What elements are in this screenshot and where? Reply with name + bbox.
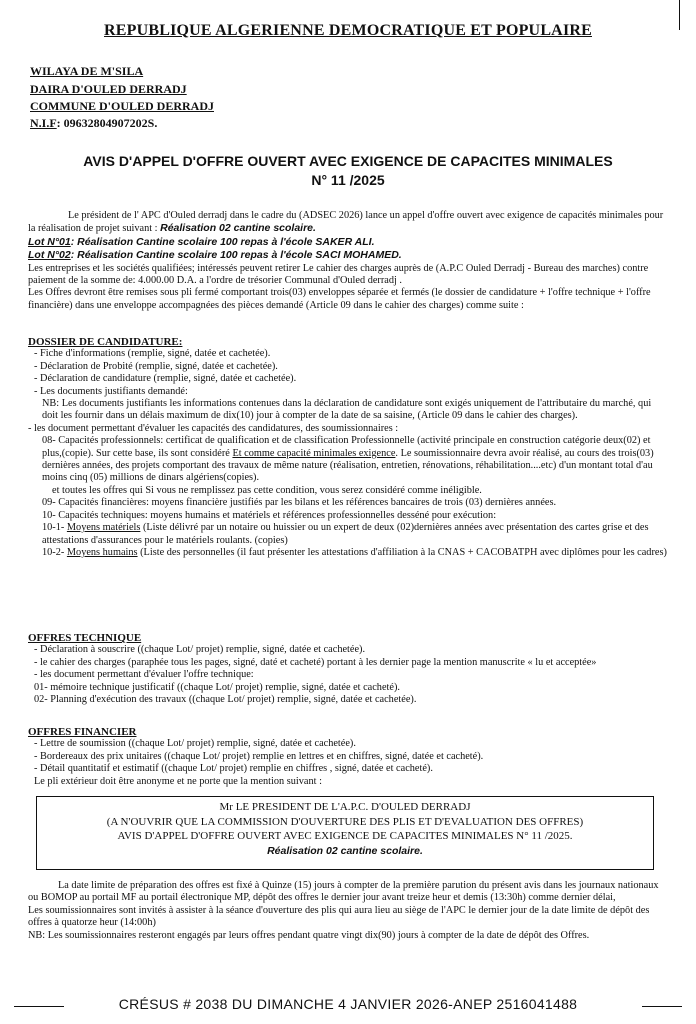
technique-item: - les document permettant d'évaluer l'offre technique:: [34, 669, 254, 681]
dossier-section: [28, 336, 668, 559]
header-commune: COMMUNE D'OULED DERRADJ: [30, 99, 214, 113]
capacity-10-1-num: 10-1-: [42, 522, 65, 534]
technique-item: - Déclaration à souscrire ((chaque Lot/ projet) remplie, signé, datée et cachetée).: [34, 644, 366, 656]
financier-item: - Détail quantitatif et estimatif ((chaque Lot/ projet) remplie en chiffres , signé, datée et cacheté).: [34, 763, 433, 775]
project-name: Réalisation 02 cantine scolaire.: [160, 222, 316, 235]
capacity-10-1: [28, 522, 668, 547]
footer-text: CRÉSUS # 2038 DU DIMANCHE 4 JANVIER 2026-ANEP 2516041488: [118, 996, 578, 1012]
dossier-item: - Déclaration de candidature (remplie, signé, datée et cachetée).: [34, 373, 297, 385]
submission-paragraph: Les Offres devront être remises sous pli fermé comportant trois(03) enveloppes séparée et fermés (le dossier de candidature + l'offre technique + l'offre financière) dans une enveloppe accompagnées des pièces demandé (Article 09 dans le cahier des charges) comme suite :: [28, 287, 651, 311]
capacity-10-1-text: (Liste délivré par un notaire ou huissier ou un expert de deux (02)dernières années avec présentation des cartes grise et des attestations d'assurances pour le matériels roulants. (copies): [42, 522, 649, 546]
intro-section: [28, 210, 668, 312]
dossier-nb: NB: Les documents justifiants les informations contenues dans la déclaration de candidature sont exigés uniquement de l'attributaire du marché, qui doit les fournir dans un délais maximum de dix(10) jour à compter de la date de sa saisine, (Article 09 dans le cahier des charges).: [42, 398, 652, 422]
technique-heading: OFFRES TECHNIQUE: [28, 632, 142, 644]
header-daira: DAIRA D'OULED DERRADJ: [30, 82, 187, 96]
header-nif: [30, 116, 157, 131]
technique-item: - le cahier des charges (paraphée tous les pages, signé, daté et cacheté) portant à les dernier page la mention manuscrite « lu et acceptée»: [34, 656, 597, 668]
intro-text: Le président de l' APC d'Ouled derradj dans le cadre du (ADSEC 2026) lance un appel d'offre ouvert avec exigence de capacités minimales pour la réalisation de projet suivant :: [28, 210, 664, 235]
intro-paragraph: [28, 210, 668, 236]
box-line-notice: AVIS D'APPEL D'OFFRE OUVERT AVEC EXIGENCE DE CAPACITES MINIMALES N° 11 /2025.: [117, 830, 573, 842]
lot-2-label: Lot N°02: [28, 249, 71, 262]
box-line-project: Réalisation 02 cantine scolaire.: [267, 844, 423, 857]
dossier-item: - Déclaration de Probité (remplie, signé, datée et cachetée).: [34, 360, 278, 372]
deadline-paragraph: La date limite de préparation des offres est fixé à Quinze (15) jours à compter de la première parution du présent avis dans les journaux nationaux ou BOMOP au portail MF au portail électronique MP, dépôt des offres le dernier jour avant treize heur et demis (13:30h) comme dernier délai,: [28, 880, 659, 904]
opening-session-paragraph: Les soumissionnaires sont invités à assister à la séance d'ouverture des plis qui aura lieu au siège de l'APC le dernier jour de la date limite de dépôt des offres à quatorze heur (14:00h): [28, 904, 650, 929]
capacity-10-2: [28, 547, 668, 559]
capacity-08: [28, 435, 668, 485]
lot-1: [28, 236, 668, 249]
capacity-10-2-text: (Liste des personnelles (il faut présenter les attestations d'affiliation à la CNAS + CACOBATPH avec diplômes pour les cadres): [140, 546, 667, 558]
notice-heading-line1: AVIS D'APPEL D'OFFRE OUVERT AVEC EXIGENCE DE CAPACITES MINIMALES: [83, 153, 613, 169]
financier-item: - Lettre de soumission ((chaque Lot/ projet) remplie, signé, datée et cachetée).: [34, 738, 356, 750]
dossier-heading: DOSSIER DE CANDIDATURE:: [28, 336, 183, 348]
box-line-commission: (A N'OUVRIR QUE LA COMMISSION D'OUVERTURE DES PLIS ET D'EVALUATION DES OFFRES): [106, 815, 584, 828]
publication-footer: [0, 996, 696, 1016]
capacity-09: 09- Capacités financières: moyens financière justifiés par les bilans et les références bancaires de trois (03) dernières années.: [42, 497, 557, 509]
capacity-10-2-label: Moyens humains: [66, 546, 138, 558]
financier-item: - Bordereaux des prix unitaires ((chaque Lot/ projet) remplie en lettres et en chiffres, signé, datée et cacheté).: [34, 750, 484, 762]
lot-1-label: Lot N°01: [28, 235, 71, 248]
validity-note: NB: Les soumissionnaires resteront engagés par leurs offres pendant quatre vingt dix(90) jours à compter de la date de dépôt des Offres.: [28, 929, 590, 941]
header-wilaya: WILAYA DE M'SILA: [30, 64, 144, 78]
capacites-intro: - les document permettant d'évaluer les capacités des candidatures, des soumissionnaires :: [28, 422, 399, 434]
capacity-10: 10- Capacités techniques: moyens humains et matériels et références professionnelles desséné pour exécution:: [42, 509, 497, 521]
envelope-instruction: Le pli extérieur doit être anonyme et ne porte que la mention suivant :: [34, 775, 322, 787]
capacity-10-1-label: Moyens matériels: [66, 522, 141, 534]
dossier-item: - Fiche d'informations (remplie, signé, datée et cachetée).: [34, 348, 271, 360]
box-line-addressee: Mr LE PRESIDENT DE L'A.P.C. D'OULED DERRADJ: [219, 801, 471, 813]
financier-heading: OFFRES FINANCIER: [28, 726, 137, 738]
envelope-label-box: [36, 796, 654, 870]
notice-number: N° 11 /2025: [311, 172, 385, 188]
document-title: REPUBLIQUE ALGERIENNE DEMOCRATIQUE ET POPULAIRE: [104, 22, 592, 39]
footer-rule-right: [642, 1006, 682, 1007]
technique-section: [28, 632, 668, 706]
nif-label: N.I.F: [30, 116, 57, 130]
capacity-10-2-num: 10-2-: [42, 546, 65, 558]
nif-value: : 09632804907202S.: [56, 116, 158, 130]
closing-section: [28, 880, 668, 942]
lot-2-text: : Réalisation Cantine scolaire 100 repas à l'école SACI MOHAMED.: [70, 249, 402, 262]
notice-heading: [0, 152, 696, 190]
capacity-08-text: 08- Capacités professionnels: certificat de qualification et de classification Professionnelle (activité principale en construction catégorie deux(02) et plus,(copie). Sur cette base, ils sont considéré: [42, 435, 651, 459]
technique-item: 02- Planning d'exécution des travaux ((chaque Lot/ projet) remplie, signé, datée et cachetée).: [34, 694, 417, 706]
eligibility-paragraph: Les entreprises et les sociétés qualifiées; intéressés peuvent retirer Le cahier des charges auprès de (A.P.C Ouled Derradj - Bureau des marches) contre paiement de la somme de: 4.000.00 D.A. a l'ordre de trésorier Communal d'Ouled derradj .: [28, 262, 649, 287]
capacity-08-highlight: Et comme capacité minimales exigence: [232, 447, 396, 459]
capacity-08-note: et toutes les offres qui Si vous ne remplissez pas cette condition, vous serez considéré comme inéligible.: [52, 484, 482, 496]
dossier-item: - Les documents justifiants demandé:: [34, 385, 188, 397]
lot-2: [28, 249, 668, 262]
financier-section: [28, 726, 668, 788]
capacity-08-rest: . Le soumissionnaire devra avoir réalisé, au cours des trois(03) dernières années, des projets comportant des travaux de même nature (réalisation, entretien, rénovations, réhabilitation....etc) d'un montant total d'au moins cinq (05) millions de dinars algériens(copies).: [42, 447, 654, 484]
lot-1-text: : Réalisation Cantine scolaire 100 repas à l'école SAKER ALI.: [70, 235, 375, 248]
technique-item: 01- mémoire technique justificatif ((chaque Lot/ projet) remplie, signé, datée et cacheté).: [34, 681, 400, 693]
